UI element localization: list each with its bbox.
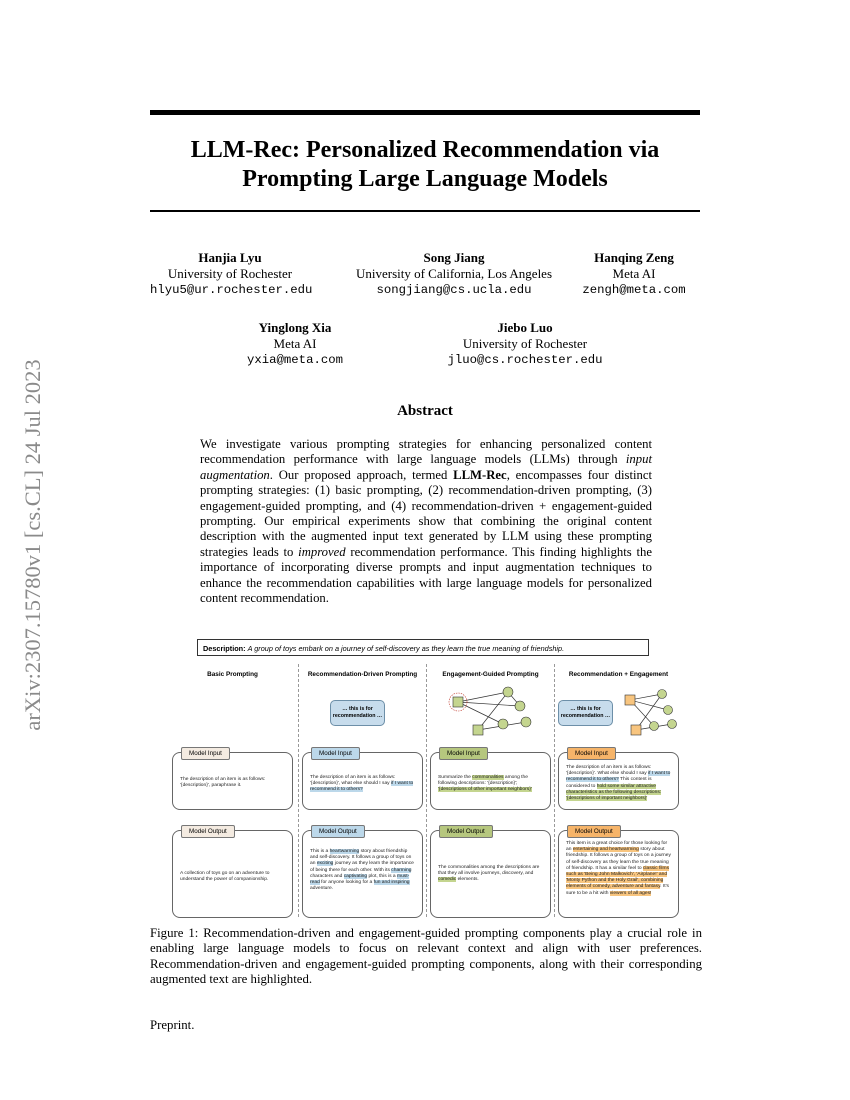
recommendation-bubble: … this is for recommendation … (558, 700, 613, 726)
paper-title: LLM-Rec: Personalized Recommendation via Prompting Large Language Models (190, 137, 660, 192)
model-output-panel: Model Output A collection of toys go on an adventure to understand the power of companionship. (172, 830, 293, 918)
neighbor-graph-icon (616, 688, 681, 744)
arxiv-stamp: arXiv:2307.15780v1 [cs.CL] 24 Jul 2023 (20, 359, 45, 731)
author-block: Hanqing Zeng Meta AI zengh@meta.com (582, 250, 686, 297)
column-separator (554, 664, 555, 917)
column-recommendation-engagement: Recommendation + Engagement … this is for recommendation … Model Input The description of an item is as follows: '{description}'. What else should I say if I want to recommend it to others? This content is considered to hold some similar attractive characteristics as the following descriptions: '{descriptions of important neighbors}' Model Output This item is a great choice for those looking for an entertaining and heartwarming story about friendship. It follows a group of toys on a journey of self-discovery as they learn the true meaning of friendship. It has a similar feel to classic films such as 'Being John Malkovich', 'Airplane!' and 'Monty Python and the Holy Grail', combining elements of comedy, adventure and fantasy. It's sure to be a hit with viewers of all ages! (556, 660, 681, 919)
model-input-panel: Model Input Summarize the commonalities among the following descriptions: '{description}'; '{descriptions of other important neighbors}' (430, 752, 551, 810)
model-input-panel: Model Input The description of an item is as follows: '{description}', paraphrase it. (172, 752, 293, 810)
author-block: Song Jiang University of California, Los Angeles songjiang@cs.ucla.edu (355, 250, 553, 297)
preprint-note: Preprint. (150, 1018, 195, 1032)
figure-caption: Figure 1: Recommendation-driven and engagement-guided prompting components play a crucial role in enabling large language models to focus on relevant context and align with user preferences. Recommendation-driven and engagement-guided prompting components, along with their corresponding augmented text are highlighted. (150, 926, 702, 986)
model-output-panel: Model Output This item is a great choice for those looking for an entertaining and heartwarming story about friendship. It follows a group of toys on a journey of self-discovery as they learn the true meaning of friendship. It has a similar feel to classic films such as 'Being John Malkovich', 'Airplane!' and 'Monty Python and the Holy Grail', combining elements of comedy, adventure and fantasy. It's sure to be a hit with viewers of all ages! (558, 830, 679, 918)
column-separator (298, 664, 299, 917)
author-block: Hanjia Lyu University of Rochester hlyu5@ur.rochester.edu (150, 250, 313, 297)
recommendation-bubble: … this is for recommendation … (330, 700, 385, 726)
column-basic: Basic Prompting Model Input The description of an item is as follows: '{description}', paraphrase it. Model Output A collection of toys go on an adventure to understand the power of companionship. (170, 660, 295, 919)
column-separator (426, 664, 427, 917)
model-output-panel: Model Output The commonalities among the descriptions are that they all involve journeys, discovery, and comedic elements. (430, 830, 551, 918)
model-output-panel: Model Output This is a heartwarming story about friendship and self-discovery. It follows a group of toys on an exciting journey as they learn the importance of being there for each other. With its charming characters and captivating plot, this is a must-read for anyone looking for a fun and inspiring adventure. (302, 830, 423, 918)
neighbor-graph-icon (448, 684, 538, 744)
author-block: Jiebo Luo University of Rochester jluo@cs.rochester.edu (447, 320, 603, 367)
model-input-panel: Model Input The description of an item is as follows: '{description}'. What else should I say if I want to recommend it to others? This content is considered to hold some similar attractive characteristics as the following descriptions: '{descriptions of important neighbors}' (558, 752, 679, 810)
title-rule-top (150, 110, 700, 115)
model-input-panel: Model Input The description of an item is as follows: '{description}', what else should I say if I want to recommend it to others? (302, 752, 423, 810)
abstract-heading: Abstract (397, 403, 453, 419)
figure-1 (170, 636, 685, 919)
column-recommendation-driven: Recommendation-Driven Prompting … this is for recommendation … Model Input The description of an item is as follows: '{description}', what else should I say if I want to recommend it to others? Model Output This is a heartwarming story about friendship and self-discovery. It follows a group of toys on an exciting journey as they learn the importance of being there for each other. With its charming characters and captivating plot, this is a must-read for anyone looking for a fun and inspiring adventure. (300, 660, 425, 919)
description-box: Description: A group of toys embark on a journey of self-discovery as they learn the true meaning of friendship. (197, 639, 649, 656)
abstract-body: We investigate various prompting strategies for enhancing personalized content recommendation performance with large language models (LLMs) through input augmentation. Our proposed approach, termed LLM-Rec, encompasses four distinct prompting strategies: (1) basic prompting, (2) recommendation-driven prompting, (3) engagement-guided prompting, and (4) recommendation-driven + engagement-guided prompting. Our empirical experiments show that combining the original content description with the augmented input text generated by LLM using these prompting strategies leads to improved recommendation performance. This finding highlights the importance of incorporating diverse prompts and input augmentation techniques to enhance the recommendation capabilities with large language models for personalized content recommendation. (200, 437, 653, 606)
column-engagement-guided: Engagement-Guided Prompting Model Input Summarize the commonalities among the following descriptions: '{description}'; '{descriptions of other important neighbors}' Model Output The commonalities among the descriptions are that they all involve journeys, discovery, and comedic elements. (428, 660, 553, 919)
author-block: Yinglong Xia Meta AI yxia@meta.com (247, 320, 343, 367)
title-rule-bottom (150, 210, 700, 212)
